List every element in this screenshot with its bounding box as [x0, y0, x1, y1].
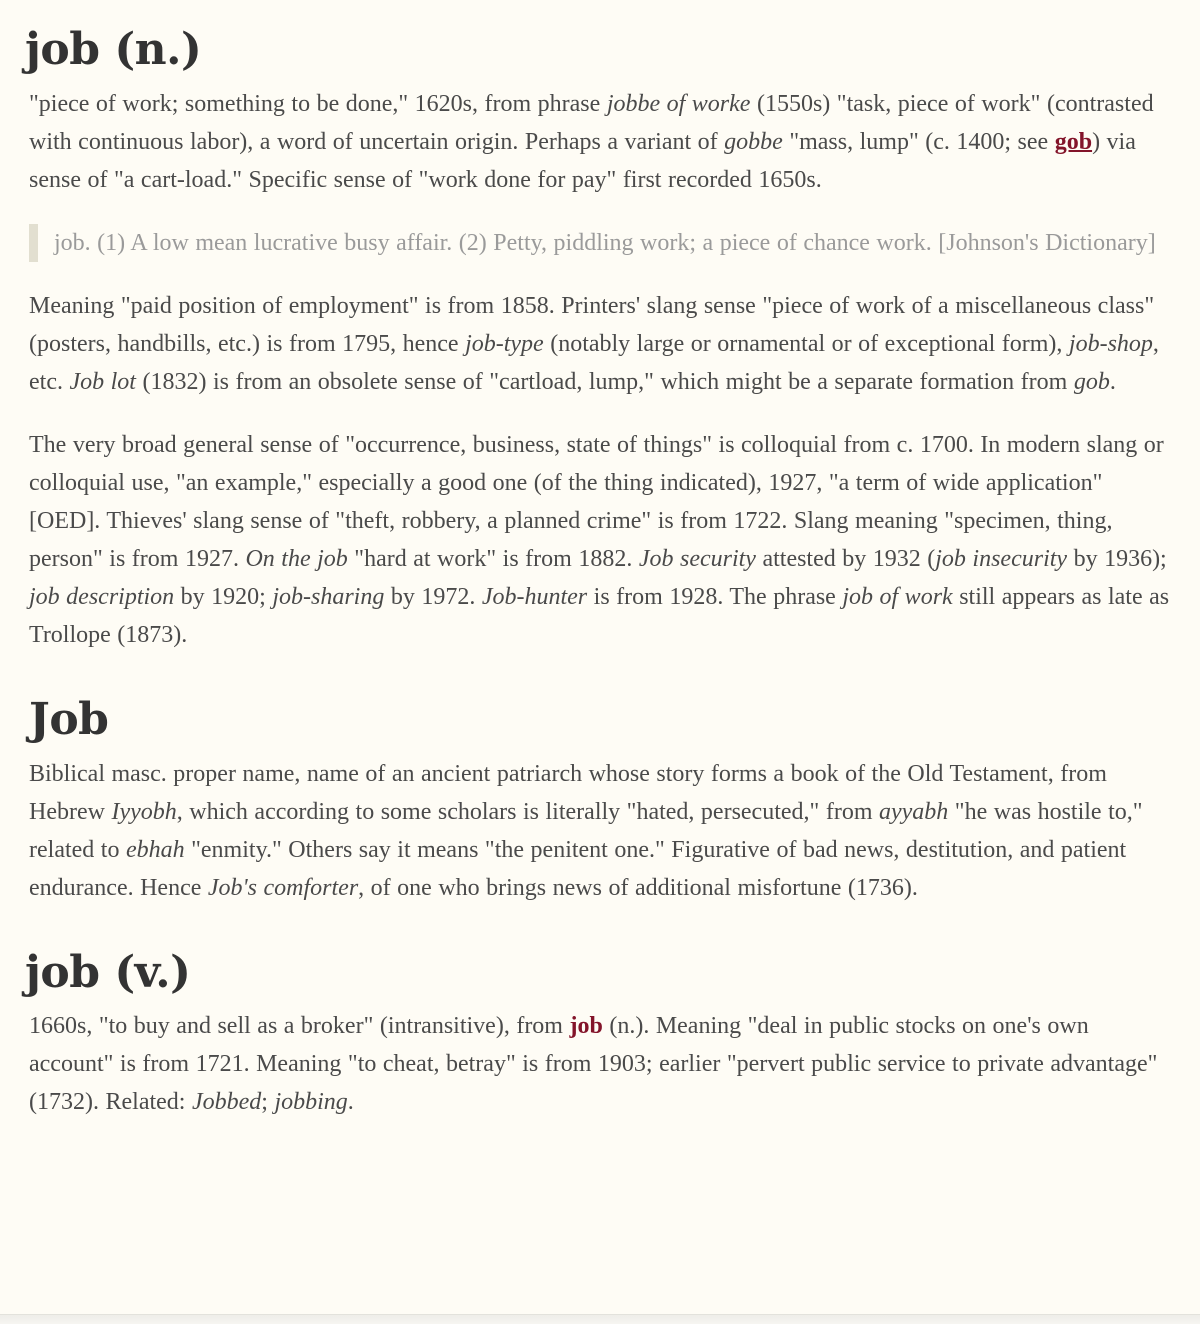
text-run: by 1972.: [384, 583, 482, 610]
entry-title: Job: [29, 693, 109, 745]
entry-body: [29, 85, 1172, 654]
etymology-paragraph: [29, 1007, 1172, 1121]
text-run: "piece of work; something to be done," 1620s, from phrase: [29, 90, 607, 117]
italic-term: On the job: [245, 545, 348, 572]
italic-term: Iyyobh: [111, 798, 177, 825]
italic-term: job-type: [465, 330, 544, 357]
bottom-toolbar-edge: [0, 1314, 1200, 1324]
italic-term: Job security: [638, 545, 756, 572]
text-run: (1832) is from an obsolete sense of "cartload, lump," which might be a separate formation from: [135, 368, 1074, 395]
entry-body: [29, 1007, 1172, 1121]
entry-body: [29, 755, 1172, 907]
entry-title: job (v.): [25, 946, 191, 998]
quote-text: job. (1) A low mean lucrative busy affair. (2) Petty, piddling work; a piece of chance work. [Johnson's Dictionary]: [54, 229, 1156, 256]
text-run: (1550s) "task, piece of work" (contrasted with continuous labor), a word of uncertain origin. Perhaps a variant of: [29, 90, 1154, 155]
johnson-quote: [29, 224, 1172, 262]
text-run: Biblical masc. proper name, name of an ancient patriarch whose story forms a book of the Old Testament, from Hebrew: [29, 760, 1107, 825]
italic-term: Job's comforter: [207, 874, 359, 901]
italic-term: job-sharing: [272, 583, 385, 610]
text-run: .: [347, 1089, 354, 1116]
text-run: , which according to some scholars is literally "hated, persecuted," from: [176, 798, 879, 825]
entry-title: job (n.): [25, 24, 202, 75]
text-run: is from 1928. The phrase: [587, 583, 843, 610]
italic-term: job of work: [842, 583, 953, 610]
italic-term: job-shop: [1068, 330, 1153, 357]
italic-term: gob: [1073, 368, 1110, 395]
etymology-paragraph: [29, 287, 1172, 401]
italic-term: job insecurity: [935, 545, 1068, 572]
italic-term: ayyabh: [878, 798, 949, 825]
text-run: 1660s, "to buy and sell as a broker" (intransitive), from: [29, 1013, 570, 1040]
text-run: "hard at work" is from 1882.: [347, 545, 639, 572]
text-run: .: [1109, 368, 1116, 395]
text-run: , of one who brings news of additional misfortune (1736).: [358, 874, 918, 901]
italic-term: Job-hunter: [481, 583, 588, 610]
entry-job-verb: [25, 946, 1172, 1122]
italic-term: job description: [29, 583, 175, 610]
italic-term: Jobbed: [191, 1089, 262, 1116]
crossref-link-job[interactable]: job: [569, 1013, 603, 1040]
text-run: , etc.: [29, 330, 1159, 395]
crossref-link-gob[interactable]: gob: [1054, 128, 1093, 155]
text-run: by 1920;: [174, 583, 273, 610]
text-run: by 1936);: [1067, 545, 1167, 572]
etymology-paragraph: [29, 85, 1172, 199]
italic-term: jobbing: [274, 1089, 348, 1116]
etymology-paragraph: [29, 426, 1172, 654]
text-run: (notably large or ornamental or of exceptional form),: [543, 330, 1069, 357]
etymology-paragraph: [29, 755, 1172, 907]
italic-term: jobbe of worke: [606, 90, 751, 117]
italic-term: Job lot: [69, 368, 136, 395]
text-run: ;: [261, 1089, 275, 1116]
text-run: ) via sense of "a cart-load." Specific sense of "work done for pay" first recorded 1650s.: [29, 128, 1136, 193]
italic-term: gobbe: [724, 128, 783, 155]
text-run: (n.). Meaning "deal in public stocks on one's own account" is from 1721. Meaning "to cheat, betray" is from 1903; earlier "pervert public service to private advantage" (1732). Related:: [29, 1013, 1158, 1116]
text-run: attested by 1932 (: [755, 545, 936, 572]
text-run: "mass, lump" (c. 1400; see: [782, 128, 1055, 155]
entry-job-proper-name: [29, 694, 1172, 907]
text-run: Meaning "paid position of employment" is from 1858. Printers' slang sense "piece of work of a miscellaneous class" (posters, handbills, etc.) is from 1795, hence: [29, 292, 1155, 357]
entry-job-noun: [25, 0, 1172, 654]
text-run: "enmity." Others say it means "the penitent one." Figurative of bad news, destitution, and patient endurance. Hence: [29, 836, 1127, 901]
text-run: The very broad general sense of "occurrence, business, state of things" is colloquial from c. 1700. In modern slang or colloquial use, "an example," especially a good one (of the thing indicated), 1927, "a term of wide application" [OED]. Thieves' slang sense of "theft, robbery, a planned crime" is from 1722. Slang meaning "specimen, thing, person" is from 1927.: [29, 431, 1164, 572]
text-run: "he was hostile to," related to: [29, 798, 1143, 863]
italic-term: ebhah: [125, 836, 185, 863]
text-run: still appears as late as Trollope (1873).: [29, 583, 1170, 648]
